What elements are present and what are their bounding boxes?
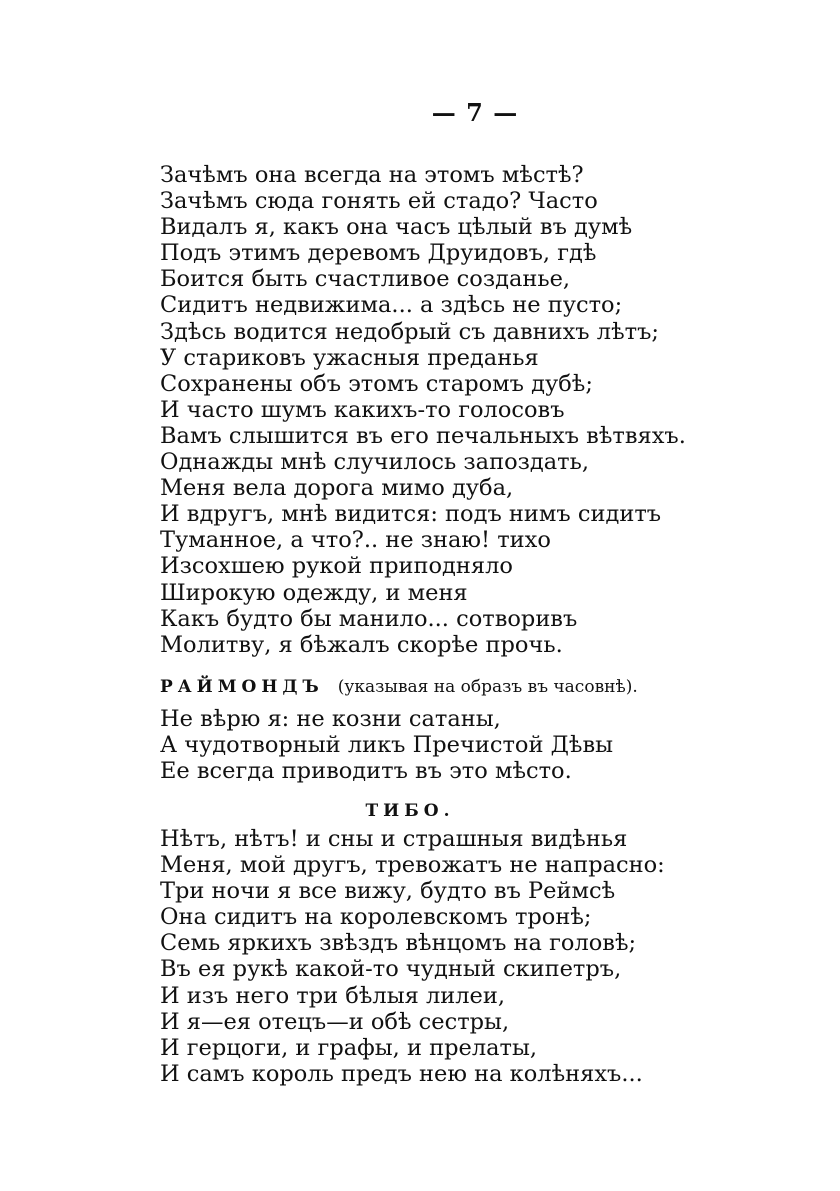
speaker-heading-thibaut <box>0 801 820 821</box>
verse-line: Она сидитъ на королевскомъ тронѣ; <box>160 904 592 931</box>
verse-line: Не вѣрю я: не козни сатаны, <box>160 706 501 732</box>
verse-line: И я—ея отецъ—и обѣ сестры, <box>160 1008 510 1035</box>
verse-line: И часто шумъ какихъ-то голосовъ <box>160 396 565 423</box>
verse-line: И изъ него три бѣлыя лилеи, <box>160 982 506 1009</box>
verse-line: Здѣсь водится недобрый съ давнихъ лѣтъ; <box>160 318 659 345</box>
page-number: — 7 — <box>431 98 519 127</box>
verse-line: Боится быть счастливое созданье, <box>160 266 571 293</box>
verse-stanza-2 <box>160 706 613 784</box>
verse-line: И вдругъ, мнѣ видится: подъ нимъ сидитъ <box>160 501 662 528</box>
verse-line: Подъ этимъ деревомъ Друидовъ, гдѣ <box>160 240 597 267</box>
verse-line: Въ ея рукѣ какой-то чудный скипетръ, <box>160 956 622 983</box>
verse-line: У стариковъ ужасныя преданья <box>160 344 539 371</box>
verse-stanza-1 <box>160 162 686 658</box>
verse-line: Ее всегда приводитъ въ это мѣсто. <box>160 758 572 785</box>
verse-line: Зачѣмъ сюда гонять ей стадо? Часто <box>160 188 598 215</box>
verse-line: Меня вела дорога мимо дуба, <box>160 475 514 502</box>
verse-line: Семь яркихъ звѣздъ вѣнцомъ на головѣ; <box>160 930 637 957</box>
verse-line: Сидитъ недвижима... а здѣсь не пусто; <box>160 292 623 319</box>
verse-line: Однажды мнѣ случилось запоздать, <box>160 449 590 476</box>
speaker-name: РАЙМОНДЪ <box>160 677 324 697</box>
verse-line: А чудотворный ликъ Пречистой Дѣвы <box>160 732 614 759</box>
speaker-heading-raymond <box>160 677 638 697</box>
stage-direction: (указывая на образъ въ часовнѣ). <box>337 677 638 697</box>
verse-line: Три ночи я все вижу, будто въ Реймсѣ <box>160 878 616 905</box>
verse-line: Сохранены объ этомъ старомъ дубѣ; <box>160 370 593 397</box>
verse-line: Какъ будто бы манило... сотворивъ <box>160 605 578 632</box>
verse-line: Широкую одежду, и меня <box>160 579 468 606</box>
verse-line: И герцоги, и графы, и прелаты, <box>160 1034 538 1061</box>
verse-stanza-3 <box>160 826 665 1087</box>
speaker-name: ТИБО. <box>365 801 455 821</box>
verse-line: Молитву, я бѣжалъ скорѣе прочь. <box>160 631 563 658</box>
verse-line: И самъ король предъ нею на колѣняхъ... <box>160 1060 643 1087</box>
verse-line: Видалъ я, какъ она часъ цѣлый въ думѣ <box>160 214 633 241</box>
verse-line: Нѣтъ, нѣтъ! и сны и страшныя видѣнья <box>160 826 628 852</box>
verse-line: Изсохшею рукой приподняло <box>160 553 513 580</box>
verse-line: Зачѣмъ она всегда на этомъ мѣстѣ? <box>160 162 584 188</box>
verse-line: Меня, мой другъ, тревожатъ не напрасно: <box>160 852 665 879</box>
verse-line: Туманное, а что?.. не знаю! тихо <box>160 527 551 554</box>
verse-line: Вамъ слышится въ его печальныхъ вѣтвяхъ. <box>160 422 686 449</box>
